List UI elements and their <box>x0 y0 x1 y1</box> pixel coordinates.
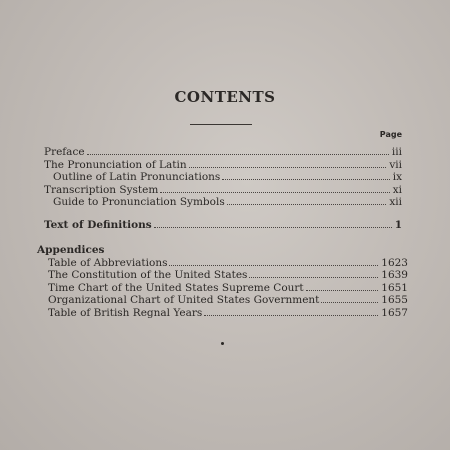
toc-entry-preface <box>44 146 402 159</box>
page-column-label: Page <box>379 130 402 139</box>
dot-leader <box>321 302 378 303</box>
toc-entry-label: Guide to Pronunciation Symbols <box>53 196 225 208</box>
dot-leader <box>222 179 389 180</box>
toc-entry-page: xii <box>389 196 402 208</box>
toc-entry-label: Outline of Latin Pronunciations <box>53 171 221 183</box>
dot-leader <box>154 227 392 228</box>
dot-leader <box>169 265 378 266</box>
toc-entry-outline-latin <box>53 171 402 184</box>
dot-leader <box>249 277 378 278</box>
toc-entry-page: 1 <box>394 219 402 231</box>
toc-entry-page: xi <box>392 184 402 196</box>
toc-entry-label: Text of Definitions <box>44 219 152 231</box>
toc-entry-page: 1651 <box>381 282 408 294</box>
toc-entry-page: 1655 <box>381 294 408 306</box>
toc-entry-label: Transcription System <box>44 184 159 196</box>
appendices-heading: Appendices <box>37 244 105 256</box>
toc-entry-page: vii <box>389 159 402 171</box>
toc-entry-label: Organizational Chart of United States Government <box>48 294 320 306</box>
toc-entry-page: 1639 <box>381 269 408 281</box>
toc-entry-constitution <box>48 269 408 282</box>
toc-entry-page: iii <box>391 146 402 158</box>
dot-leader <box>189 167 387 168</box>
toc-entry-label: The Pronunciation of Latin <box>44 159 187 171</box>
toc-entry-label: Preface <box>44 146 85 158</box>
title-underline <box>190 124 252 125</box>
toc-entry-label: Time Chart of the United States Supreme Court <box>48 282 304 294</box>
toc-entry-page: ix <box>392 171 402 183</box>
dot-leader <box>204 315 378 316</box>
dot-leader <box>87 154 389 155</box>
dot-leader <box>306 290 379 291</box>
toc-entry-government-chart <box>48 294 408 307</box>
toc-entry-label: Table of Abbreviations <box>48 257 168 269</box>
toc-entry-label: The Constitution of the United States <box>48 269 248 281</box>
toc-entry-pronunciation-symbols <box>53 196 402 209</box>
toc-entry-page: 1623 <box>381 257 408 269</box>
dot-leader <box>160 192 389 193</box>
toc-entry-text-of-definitions <box>44 219 402 232</box>
toc-entry-regnal-years <box>48 307 408 320</box>
toc-entry-page: 1657 <box>381 307 408 319</box>
page-title: CONTENTS <box>174 88 276 106</box>
center-dot-mark <box>221 342 224 345</box>
toc-entry-label: Table of British Regnal Years <box>48 307 203 319</box>
dot-leader <box>227 204 387 205</box>
